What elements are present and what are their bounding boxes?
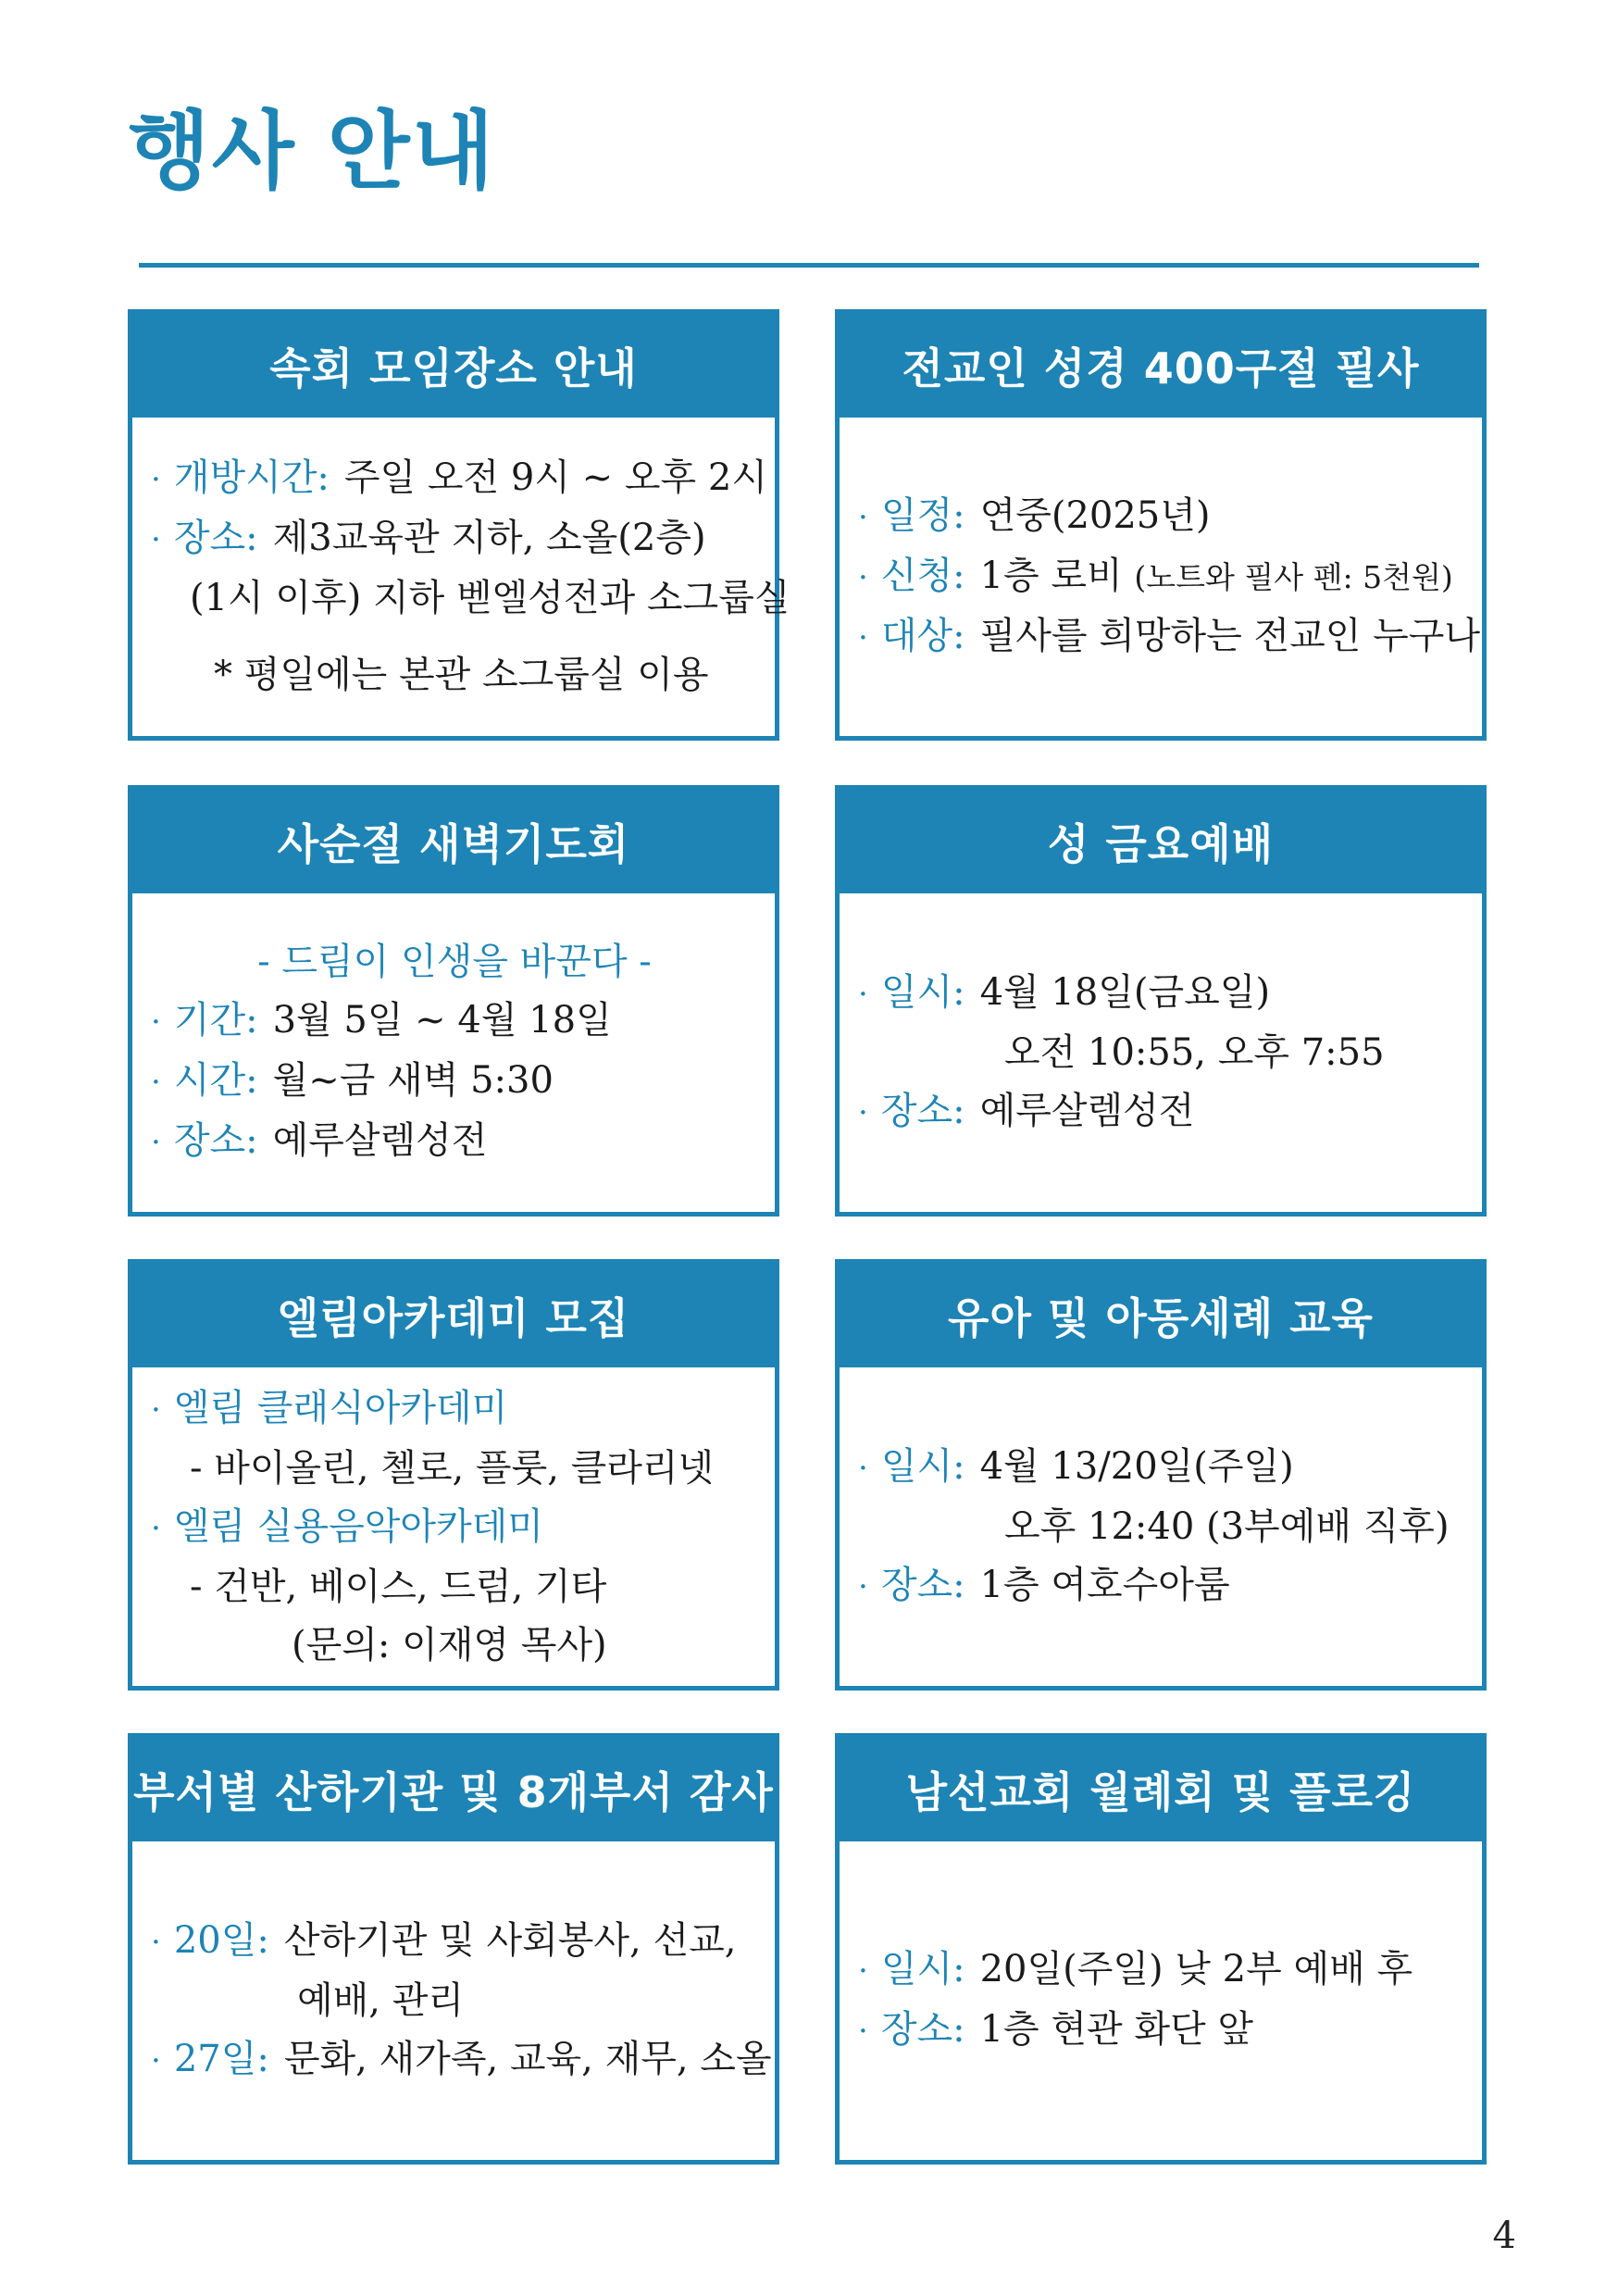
card-meeting-place xyxy=(128,309,790,741)
item-continuation: 오후 12:40 (3부예배 직후) xyxy=(1004,1504,1450,1548)
item-text: 예루살렘성전 xyxy=(272,1119,488,1162)
item-text: 20일(주일) 낮 2부 예배 후 xyxy=(979,1948,1413,1990)
list-item xyxy=(151,1379,758,1440)
bullet-dot: · xyxy=(858,618,868,656)
item-label: 개방시간: xyxy=(173,456,330,499)
bullet-dot: · xyxy=(858,2013,868,2050)
card-baptism-education xyxy=(835,1259,1487,1691)
card-title: 남선교회 월례회 및 플로깅 xyxy=(840,1738,1482,1841)
item-label: 27일: xyxy=(173,2037,269,2080)
card-body xyxy=(840,893,1482,1212)
bullet-dot: · xyxy=(151,1923,161,1961)
list-item xyxy=(858,2001,1465,2061)
page-title: 행사 안내 xyxy=(128,102,496,201)
item-label: 장소: xyxy=(173,517,258,559)
card-title: 부서별 산하기관 및 8개부서 감사 xyxy=(132,1738,775,1841)
item-text: 주일 오전 9시 ~ 오후 2시 xyxy=(343,456,767,499)
item-continuation: - 건반, 베이스, 드럼, 기타 xyxy=(190,1565,607,1608)
item-continuation: 예배, 관리 xyxy=(297,1978,464,2022)
card-mens-mission-plogging xyxy=(835,1733,1487,2165)
item-text: 필사를 희망하는 전교인 누구나 xyxy=(979,614,1481,657)
list-item xyxy=(151,1498,758,1558)
card-title: 성 금요예배 xyxy=(840,790,1482,893)
item-label: 일정: xyxy=(880,493,965,537)
card-department-audit xyxy=(128,1733,779,2165)
item-continuation: 오전 10:55, 오후 7:55 xyxy=(1004,1030,1385,1074)
bullet-dot: · xyxy=(151,1391,161,1429)
bullet-dot: · xyxy=(151,1509,161,1547)
item-text: 4월 13/20일(주일) xyxy=(979,1444,1294,1488)
item-label: 일시: xyxy=(880,1444,965,1488)
item-label: 장소: xyxy=(173,1119,258,1162)
item-label: 일시: xyxy=(880,1948,965,1990)
card-subtitle: - 드림이 인생을 바꾼다 - xyxy=(257,941,652,983)
bullet-dot: · xyxy=(151,521,161,558)
item-label: 20일: xyxy=(173,1918,269,1962)
list-item xyxy=(858,1438,1465,1498)
list-item xyxy=(858,1940,1465,2001)
bullet-dot: · xyxy=(151,2041,161,2079)
card-bible-copying xyxy=(835,309,1487,741)
list-item xyxy=(858,547,1465,607)
list-item xyxy=(858,964,1465,1024)
list-item xyxy=(151,2030,772,2090)
item-text: 월~금 새벽 5:30 xyxy=(272,1059,554,1102)
card-title: 사순절 새벽기도회 xyxy=(132,790,775,893)
title-divider xyxy=(139,263,1479,268)
item-text: 제3교육관 지하, 소올(2층) xyxy=(272,517,706,559)
card-title: 전교인 성경 400구절 필사 xyxy=(840,314,1482,418)
card-title: 엘림아카데미 모집 xyxy=(132,1264,775,1367)
item-small-note: (노트와 필사 펜: 5천원) xyxy=(1134,558,1453,595)
bullet-dot: · xyxy=(858,1449,868,1487)
item-label: 대상: xyxy=(880,614,965,657)
item-label: 기간: xyxy=(173,999,258,1042)
card-lent-dawn-prayer xyxy=(128,785,779,1217)
item-continuation: (1시 이후) 지하 벧엘성전과 소그룹실 xyxy=(190,577,790,619)
item-label: 장소: xyxy=(880,1089,965,1132)
item-label: 엘림 클래식아카데미 xyxy=(173,1386,508,1429)
list-item xyxy=(151,1912,758,1972)
list-item xyxy=(858,1082,1465,1142)
list-item xyxy=(151,992,758,1052)
list-item xyxy=(858,487,1465,547)
bullet-dot: · xyxy=(151,1064,161,1101)
card-good-friday xyxy=(835,785,1487,1217)
card-body xyxy=(132,1367,775,1686)
item-label: 시간: xyxy=(173,1059,258,1102)
card-note: * 평일에는 본관 소그룹실 이용 xyxy=(214,654,709,696)
item-label: 장소: xyxy=(880,2008,965,2051)
page-number: 4 xyxy=(1492,2215,1516,2257)
bullet-dot: · xyxy=(858,975,868,1013)
bullet-dot: · xyxy=(858,1567,868,1605)
item-text: 1층 로비 xyxy=(979,554,1123,597)
list-item xyxy=(151,449,767,509)
bullet-dot: · xyxy=(858,558,868,596)
item-text: 예루살렘성전 xyxy=(979,1089,1195,1132)
card-title: 유아 및 아동세례 교육 xyxy=(840,1264,1482,1367)
item-text: 산하기관 및 사회봉사, 선교, xyxy=(283,1918,737,1962)
card-body xyxy=(132,893,775,1212)
card-body xyxy=(840,1841,1482,2160)
bullet-dot: · xyxy=(858,1093,868,1131)
item-text: 4월 18일(금요일) xyxy=(979,970,1271,1014)
item-text: 1층 현관 화단 앞 xyxy=(979,2008,1254,2051)
item-label: 신청: xyxy=(880,554,965,597)
card-title: 속회 모임장소 안내 xyxy=(132,314,775,418)
card-body xyxy=(840,418,1482,736)
bullet-dot: · xyxy=(151,461,161,498)
bullet-dot: · xyxy=(151,1124,161,1161)
card-body xyxy=(132,418,790,736)
item-text: 문화, 새가족, 교육, 재무, 소올 xyxy=(283,2037,772,2080)
item-label: 일시: xyxy=(880,970,965,1014)
item-label: 엘림 실용음악아카데미 xyxy=(173,1504,543,1548)
list-item xyxy=(151,1112,758,1172)
item-label: 장소: xyxy=(880,1563,965,1606)
card-elim-academy xyxy=(128,1259,779,1691)
bullet-dot: · xyxy=(858,1953,868,1990)
card-body xyxy=(840,1367,1482,1686)
bullet-dot: · xyxy=(151,1004,161,1041)
list-item xyxy=(858,607,1481,668)
bullet-dot: · xyxy=(858,498,868,536)
list-item xyxy=(151,1052,758,1112)
card-body xyxy=(132,1841,775,2160)
item-continuation: - 바이올린, 첼로, 플룻, 클라리넷 xyxy=(190,1446,715,1490)
list-item xyxy=(858,1556,1465,1616)
item-text: 연중(2025년) xyxy=(979,493,1211,537)
item-contact: (문의: 이재영 목사) xyxy=(292,1623,607,1666)
list-item xyxy=(151,509,758,569)
item-text: 1층 여호수아룸 xyxy=(979,1563,1230,1606)
item-text: 3월 5일 ~ 4월 18일 xyxy=(272,999,612,1042)
